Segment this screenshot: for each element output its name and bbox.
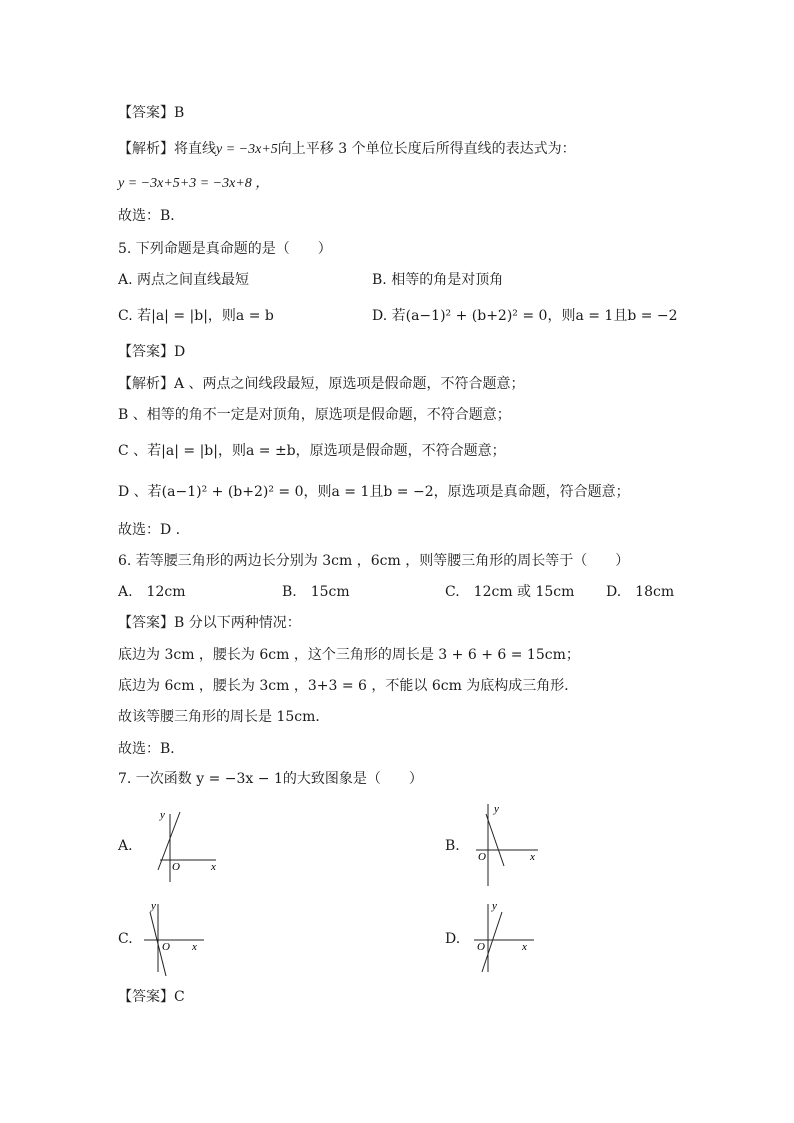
q7-option-b-label: B.: [445, 838, 460, 854]
q5-option-d: D. 若(a−1)² + (b+2)² = 0，则a = 1且b = −2: [372, 308, 678, 324]
q6-option-c: C. 12cm 或 15cm: [445, 584, 575, 600]
q4-analysis-suffix: 向上平移 3 个单位长度后所得直线的表达式为：: [277, 141, 576, 157]
function-line: [486, 814, 504, 866]
q6-stem: 6. 若等腰三角形的两边长分别为 3cm ，6cm ，则等腰三角形的周长等于（ ）: [118, 553, 630, 569]
q4-answer: 【答案】B: [118, 105, 185, 121]
function-line: [482, 912, 502, 972]
q5-choose: 故选：D .: [118, 522, 181, 538]
y-axis-label: y: [494, 803, 499, 815]
q6-choose: 故选：B．: [118, 741, 185, 757]
q6-option-d: D. 18cm: [606, 584, 675, 600]
q7-graph-b: [472, 800, 544, 890]
y-axis-label: y: [492, 900, 497, 912]
q4-result: y = −3x+5+3 = −3x+8 ，: [118, 176, 270, 191]
q4-analysis-prefix: 【解析】将直线: [118, 141, 216, 157]
q6-conclusion: 故该等腰三角形的周长是 15cm．: [118, 709, 330, 725]
y-axis-label: y: [151, 900, 156, 912]
q5-analysis-c: C 、若|a| = |b|，则a = ±b，原选项是假命题，不符合题意；: [118, 443, 506, 459]
q7-stem: 7. 一次函数 y = −3x − 1的大致图象是（ ）: [118, 771, 423, 787]
x-axis-label: x: [530, 851, 535, 863]
q5-analysis-a: 【解析】A 、两点之间线段最短，原选项是假命题，不符合题意；: [118, 376, 525, 392]
q6-case2: 底边为 6cm ，腰长为 3cm ，3+3 = 6 ，不能以 6cm 为底构成三角形．: [118, 678, 579, 694]
q5-option-c: C. 若|a| = |b|，则a = b: [118, 308, 274, 324]
q7-graph-c: [140, 898, 212, 978]
q6-answer: 【答案】B 分以下两种情况：: [118, 615, 301, 631]
q7-option-a-label: A.: [118, 838, 133, 854]
q4-analysis-eq: y = −3x+5: [216, 142, 278, 157]
origin-label: O: [478, 851, 486, 863]
q5-stem: 5. 下列命题是真命题的是（ ）: [118, 241, 332, 257]
x-axis-label: x: [211, 861, 216, 873]
q6-option-b: B. 15cm: [282, 584, 350, 600]
q5-answer: 【答案】D: [118, 344, 186, 360]
y-axis-label: y: [160, 809, 165, 821]
q7-option-c-label: C.: [118, 931, 133, 947]
q7-answer: 【答案】C: [118, 989, 185, 1005]
origin-label: O: [162, 941, 170, 953]
x-axis-label: x: [192, 941, 197, 953]
q5-option-a: A. 两点之间直线最短: [118, 272, 250, 288]
q7-graph-d: [470, 898, 542, 978]
q5-analysis-b: B 、相等的角不一定是对顶角，原选项是假命题，不符合题意；: [118, 407, 511, 423]
origin-label: O: [477, 941, 485, 953]
q6-case1: 底边为 3cm ，腰长为 6cm ，这个三角形的周长是 3 + 6 + 6 = 15cm；: [118, 647, 580, 663]
q6-option-a: A. 12cm: [118, 584, 186, 600]
q5-option-b: B. 相等的角是对顶角: [372, 272, 504, 288]
x-axis-label: x: [522, 941, 527, 953]
q4-choose: 故选：B．: [118, 208, 185, 224]
q4-analysis: [118, 140, 576, 159]
q7-graph-a: [148, 806, 228, 884]
origin-label: O: [172, 861, 180, 873]
q7-option-d-label: D.: [445, 931, 461, 947]
q5-analysis-d: D 、若(a−1)² + (b+2)² = 0，则a = 1且b = −2，原选项是真命题，符合题意；: [118, 484, 630, 500]
